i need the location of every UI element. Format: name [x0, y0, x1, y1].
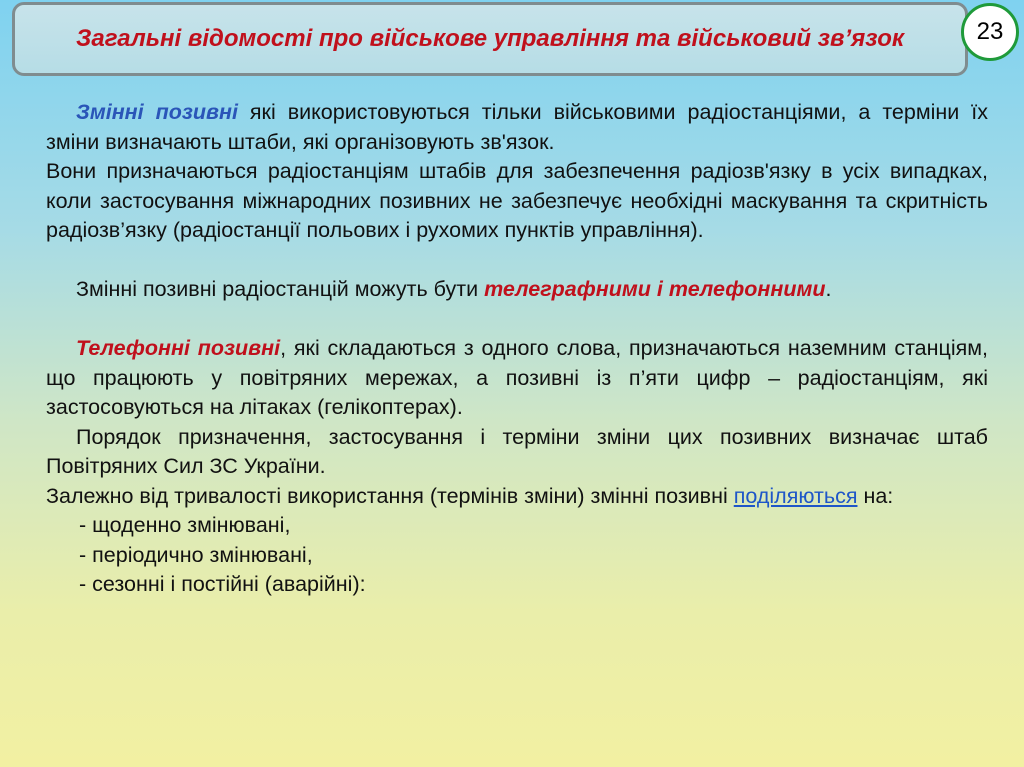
paragraph-3-lead: Змінні позивні радіостанцій можуть бути	[76, 277, 485, 301]
paragraph-3-tail: .	[825, 277, 832, 301]
paragraph-6	[46, 482, 988, 512]
paragraph-4-text: , які складаються з одного слова, призначаються наземним станціям, що працюють у повітряних мережах, а позивні із п’яти цифр – радіостанціям, які застосовуються на літаках (гелікоптерах).	[46, 336, 989, 419]
paragraph-1	[46, 98, 988, 157]
paragraph-4	[46, 334, 988, 423]
spacer	[46, 305, 988, 335]
list-item: - щоденно змінювані,	[79, 513, 291, 537]
slide-body	[46, 98, 988, 600]
page-number-badge: 23	[961, 3, 1019, 61]
paragraph-5: Порядок призначення, застосування і терміни зміни цих позивних визначає штаб Повітряних Сил ЗС України.	[46, 424, 988, 478]
paragraph-6-tail: на:	[857, 483, 894, 508]
term-telegraph-telephone: телеграфними і телефонними	[484, 277, 826, 301]
term-changeable-callsigns: Змінні позивні	[76, 100, 238, 124]
title-bar	[12, 2, 968, 76]
term-telephone-callsigns: Телефонні позивні	[76, 336, 281, 360]
list-item: - періодично змінювані,	[79, 542, 313, 567]
paragraph-2: Вони призначаються радіостанціям штабів для забезпечення радіозв'язку в усіх випадках, коли застосування міжнародних позивних не забезпечує необхідні маскування та скритність радіозв’язку (радіостанції польових і рухомих пунктів управління).	[46, 159, 988, 242]
list-item: - сезонні і постійні (аварійні):	[79, 572, 366, 596]
paragraph-6-lead: Залежно від тривалості використання (термінів зміни) змінні позивні	[46, 483, 734, 508]
paragraph-1-text: які використовуються тільки військовими радіостанціями, а терміни їх зміни визначають штаби, які організовують зв'язок.	[46, 100, 988, 154]
paragraph-3	[46, 275, 988, 305]
spacer	[46, 246, 988, 276]
slide-title: Загальні відомості про військове управління та військовий зв’язок	[75, 25, 905, 52]
link-podiliaiutsia[interactable]: поділяються	[733, 483, 858, 508]
